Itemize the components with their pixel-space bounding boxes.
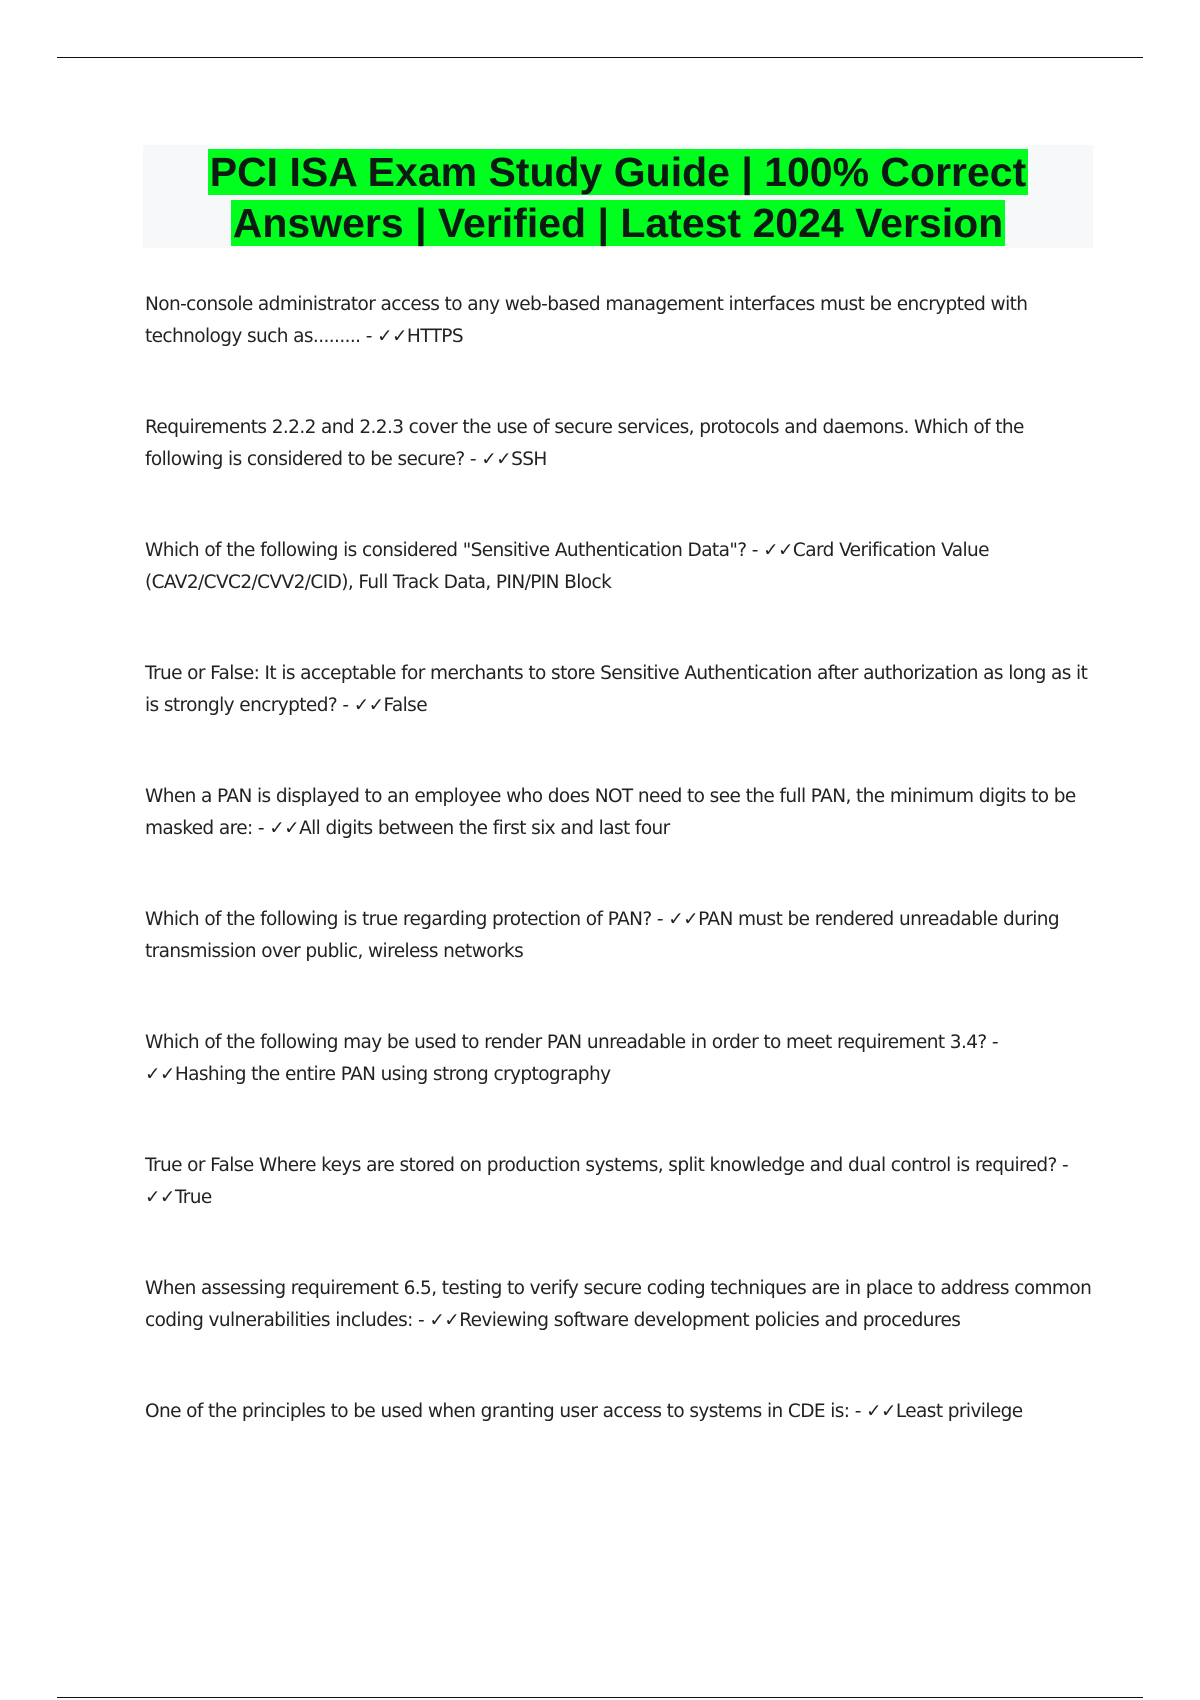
question-text: When assessing requirement 6.5, testing to verify secure coding techniques are in place to address common coding vulnerabilities includes: — [145, 1278, 1092, 1331]
double-check-icon: ✓✓ — [763, 540, 793, 561]
top-rule — [57, 57, 1143, 58]
separator: - — [746, 540, 764, 561]
separator: - — [849, 1401, 867, 1422]
qa-item — [145, 1027, 1095, 1150]
double-check-icon: ✓✓ — [429, 1310, 460, 1331]
answer-text: All digits between the first six and last four — [299, 818, 670, 839]
double-check-icon: ✓✓ — [866, 1401, 896, 1422]
question-text: True or False Where keys are stored on production systems, split knowledge and dual control is required? — [145, 1155, 1057, 1176]
qa-item — [145, 781, 1095, 904]
qa-item — [145, 535, 1095, 658]
question-text: Which of the following may be used to render PAN unreadable in order to meet requirement 3.4? — [145, 1032, 987, 1053]
separator: - — [360, 326, 378, 347]
question-text: True or False: It is acceptable for merchants to store Sensitive Authentication after authorization as long as it is strongly encrypted? — [145, 663, 1088, 716]
question-text: Non-console administrator access to any web-based management interfaces must be encrypted with technology such as......... — [145, 294, 1028, 347]
separator: - — [1056, 1155, 1069, 1176]
separator: - — [252, 818, 270, 839]
answer-text: PAN must be rendered unreadable during transmission over public, wireless networks — [145, 909, 1060, 962]
answer-text: Hashing the entire PAN using strong cryptography — [174, 1064, 611, 1085]
qa-item — [145, 412, 1095, 535]
qa-item — [145, 1150, 1095, 1273]
answer-text: Reviewing software development policies and procedures — [459, 1310, 961, 1331]
double-check-icon: ✓✓ — [668, 909, 699, 930]
separator: - — [337, 695, 354, 716]
double-check-icon: ✓✓ — [353, 695, 384, 716]
answer-text: False — [383, 695, 427, 716]
bottom-rule — [57, 1697, 1143, 1698]
qa-list — [145, 289, 1095, 1519]
qa-item — [145, 289, 1095, 412]
question-text: When a PAN is displayed to an employee who does NOT need to see the full PAN, the minimum digits to be masked are: — [145, 786, 1076, 839]
separator: - — [412, 1310, 430, 1331]
page-title — [143, 145, 1093, 249]
question-text: Which of the following is true regarding protection of PAN? — [145, 909, 652, 930]
question-text: One of the principles to be used when granting user access to systems in CDE is: — [145, 1401, 850, 1422]
qa-item — [145, 658, 1095, 781]
double-check-icon: ✓✓ — [145, 1064, 175, 1085]
question-text: Which of the following is considered "Sensitive Authentication Data"? — [145, 540, 747, 561]
answer-text: HTTPS — [406, 326, 463, 347]
title-line-2: Answers | Verified | Latest 2024 Version — [232, 200, 1004, 246]
question-text: Requirements 2.2.2 and 2.2.3 cover the use of secure services, protocols and daemons. Which of the following is considered to be secure? — [145, 417, 1024, 470]
qa-item — [145, 904, 1095, 1027]
double-check-icon: ✓✓ — [145, 1187, 175, 1208]
title-line-1: PCI ISA Exam Study Guide | 100% Correct — [209, 149, 1027, 195]
answer-text: Card Verification Value (CAV2/CVC2/CVV2/CID), Full Track Data, PIN/PIN Block — [145, 540, 989, 593]
answer-text: SSH — [511, 449, 547, 470]
double-check-icon: ✓✓ — [481, 449, 512, 470]
answer-text: Least privilege — [895, 1401, 1023, 1422]
double-check-icon: ✓✓ — [377, 326, 407, 347]
title-box — [143, 145, 1093, 248]
qa-item — [145, 1273, 1095, 1396]
double-check-icon: ✓✓ — [269, 818, 300, 839]
separator: - — [986, 1032, 998, 1053]
separator: - — [651, 909, 669, 930]
qa-item — [145, 1396, 1095, 1519]
separator: - — [464, 449, 482, 470]
answer-text: True — [174, 1187, 212, 1208]
